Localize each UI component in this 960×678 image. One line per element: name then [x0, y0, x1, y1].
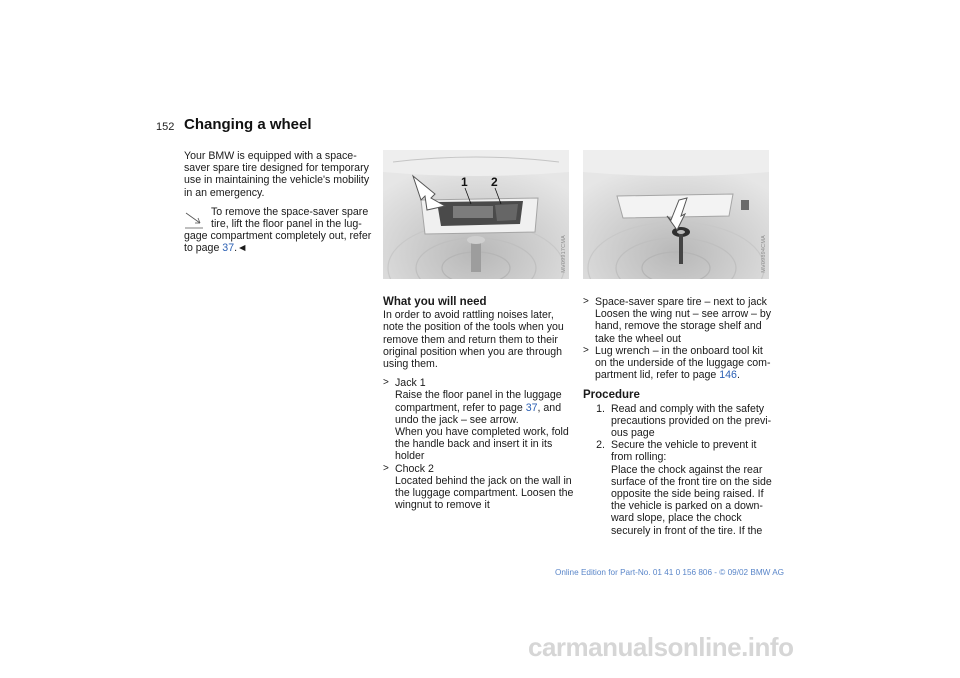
page-link-37b[interactable]: 37 — [525, 401, 538, 414]
tools-column — [383, 296, 575, 511]
spare-text: Loosen the wing nut – see arrow – by hand, remove the storage shelf and take the wheel out — [595, 308, 772, 345]
tools-heading: What you will need — [383, 296, 487, 308]
watermark: carmanualsonline.info — [528, 632, 794, 662]
spare-tire-illustration — [583, 150, 769, 279]
step-number: 1. — [596, 402, 605, 415]
procedure-heading: Procedure — [583, 389, 640, 402]
jack-photo — [383, 150, 569, 279]
figure-code-1: MV09917CMA — [561, 235, 567, 273]
step-1-text: Read and comply with the safety precautions provided on the previ-ous page — [611, 402, 772, 440]
bullet-marker: > — [383, 377, 389, 389]
figure-code-2: MV09894CMA — [761, 235, 767, 273]
list-item-chock — [383, 463, 575, 512]
bullet-marker: > — [583, 344, 589, 356]
wrench-text: Lug wrench – in the onboard tool kit on the underside of the luggage com-partment lid, refer to page — [595, 344, 771, 382]
intro-column — [184, 150, 376, 255]
list-item-wrench — [583, 345, 775, 382]
bullet-marker: > — [583, 296, 589, 307]
list-item-jack — [383, 377, 575, 462]
bullet-marker: > — [383, 462, 389, 474]
jack-text-c: When you have completed work, fold the handle back and insert it in its holder — [395, 426, 569, 463]
chock-title: Chock 2 — [395, 462, 434, 475]
note-text-b: gage compartment completely out, refer to page — [184, 230, 372, 255]
spare-tire-photo — [583, 150, 769, 279]
page-number: 152 — [156, 121, 175, 133]
jack-text-b: , and undo the jack – see arrow. — [395, 401, 562, 426]
step-number: 2. — [596, 439, 605, 452]
wrench-end: . — [736, 369, 740, 382]
step-2-text-a: Secure the vehicle to prevent it from rolling: — [611, 439, 757, 464]
jack-illustration — [383, 150, 569, 279]
footer-edition: Online Edition for Part-No. 01 41 0 156 806 - © 09/02 BMW AG — [555, 568, 785, 577]
callout-2: 2 — [491, 175, 498, 189]
procedure-step-1 — [583, 403, 775, 440]
intro-paragraph: Your BMW is equipped with a space-saver spare tire designed for temporary use in maintaining the vehicle's mobility in an emergency. — [184, 150, 370, 199]
page-title: Changing a wheel — [184, 116, 312, 133]
chock-text: Located behind the jack on the wall in the luggage compartment. Loosen the wingnut to remove it — [395, 474, 574, 512]
page-link-146[interactable]: 146 — [719, 369, 737, 382]
spare-title: Space-saver spare tire – next to jack — [595, 296, 767, 308]
step-2-text-b: Place the chock against the rear surface of the front tire on the side opposite the side being raised. If the vehicle is parked on a down-ward slope, place the chock securely in front of the tire. If the — [611, 463, 772, 537]
procedure-step-2 — [583, 439, 775, 537]
note-block — [184, 206, 376, 255]
note-end-mark: .◄ — [234, 242, 248, 255]
callout-1: 1 — [461, 175, 468, 189]
note-text-a: To remove the space-saver spare tire, lift the floor panel in the lug- — [211, 205, 369, 231]
list-item-spare — [583, 296, 775, 345]
arrow-note-icon — [184, 209, 204, 229]
procedure-column — [583, 296, 775, 537]
tools-intro: In order to avoid rattling noises later, note the position of the tools when you remove them and return them to their original position when you are through using them. — [383, 309, 564, 371]
page-link-37[interactable]: 37 — [222, 242, 235, 255]
jack-title: Jack 1 — [395, 377, 426, 390]
jack-text-a: Raise the floor panel in the luggage compartment, refer to page — [395, 389, 562, 414]
